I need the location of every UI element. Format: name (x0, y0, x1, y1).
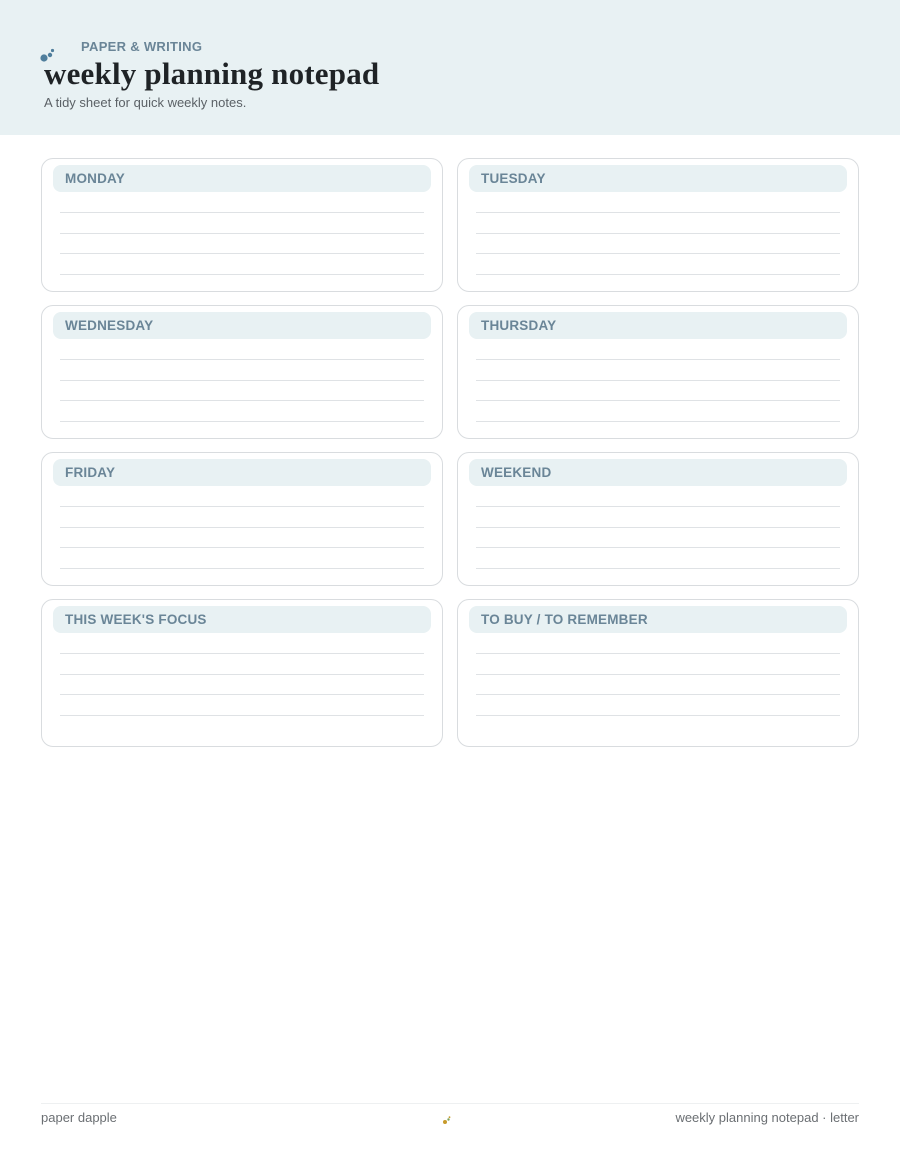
writing-line[interactable] (476, 653, 840, 654)
category-label: PAPER & WRITING (81, 39, 203, 54)
writing-line[interactable] (60, 694, 424, 695)
section-title: WEDNESDAY (53, 312, 431, 339)
writing-line[interactable] (60, 233, 424, 234)
writing-line[interactable] (60, 527, 424, 528)
page-header (0, 0, 900, 135)
page-subtitle: A tidy sheet for quick weekly notes. (44, 95, 247, 110)
writing-line[interactable] (60, 674, 424, 675)
section-title: THIS WEEK'S FOCUS (53, 606, 431, 633)
section-weekly-focus (41, 599, 443, 747)
writing-line[interactable] (476, 253, 840, 254)
section-title: THURSDAY (469, 312, 847, 339)
section-wednesday (41, 305, 443, 439)
writing-line[interactable] (60, 653, 424, 654)
writing-line[interactable] (476, 421, 840, 422)
writing-line[interactable] (476, 568, 840, 569)
writing-line[interactable] (60, 253, 424, 254)
writing-line[interactable] (476, 380, 840, 381)
writing-line[interactable] (476, 527, 840, 528)
writing-line[interactable] (60, 400, 424, 401)
section-title: MONDAY (53, 165, 431, 192)
writing-line[interactable] (60, 212, 424, 213)
page-title: weekly planning notepad (44, 56, 380, 91)
writing-line[interactable] (60, 274, 424, 275)
writing-line[interactable] (60, 421, 424, 422)
footer-brand: paper dapple (41, 1110, 117, 1125)
section-title: FRIDAY (53, 459, 431, 486)
writing-line[interactable] (476, 715, 840, 716)
dapple-mark-icon (442, 1116, 451, 1125)
writing-line[interactable] (60, 715, 424, 716)
writing-line[interactable] (476, 506, 840, 507)
section-tuesday (457, 158, 859, 292)
section-friday (41, 452, 443, 586)
section-title: WEEKEND (469, 459, 847, 486)
writing-line[interactable] (60, 568, 424, 569)
writing-line[interactable] (60, 506, 424, 507)
writing-line[interactable] (476, 274, 840, 275)
footer-doc-info: weekly planning notepad · letter (675, 1110, 859, 1125)
section-thursday (457, 305, 859, 439)
writing-line[interactable] (476, 547, 840, 548)
writing-line[interactable] (60, 547, 424, 548)
writing-line[interactable] (476, 212, 840, 213)
section-title: TUESDAY (469, 165, 847, 192)
writing-line[interactable] (60, 359, 424, 360)
writing-line[interactable] (476, 400, 840, 401)
section-monday (41, 158, 443, 292)
writing-line[interactable] (476, 359, 840, 360)
section-to-buy-remember (457, 599, 859, 747)
footer-divider (41, 1103, 859, 1104)
writing-line[interactable] (60, 380, 424, 381)
section-weekend (457, 452, 859, 586)
section-title: TO BUY / TO REMEMBER (469, 606, 847, 633)
writing-line[interactable] (476, 694, 840, 695)
writing-line[interactable] (476, 233, 840, 234)
writing-line[interactable] (476, 674, 840, 675)
